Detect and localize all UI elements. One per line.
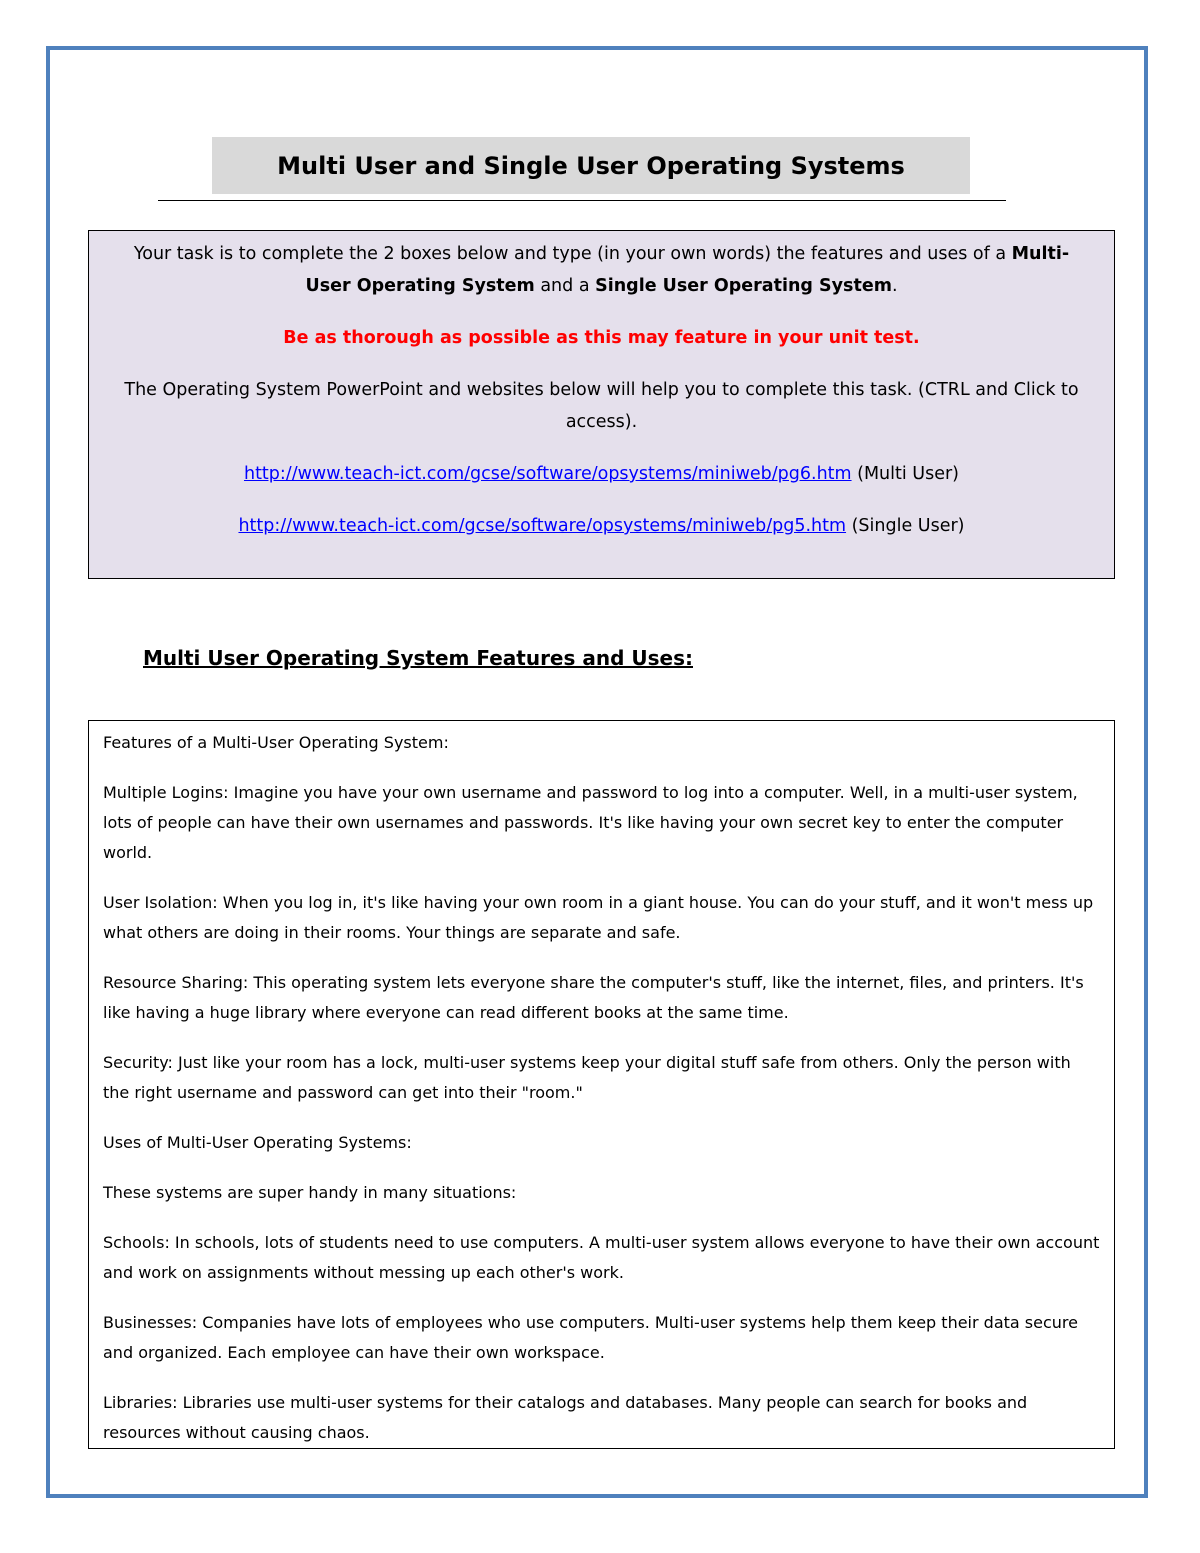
task-instructions-box xyxy=(88,230,1115,579)
answer-paragraph: These systems are super handy in many situations: xyxy=(103,1183,517,1202)
answer-paragraph: Uses of Multi-User Operating Systems: xyxy=(103,1133,412,1152)
answer-paragraph: Resource Sharing: This operating system lets everyone share the computer's stuff, like the internet, files, and printers. It's like having a huge library where everyone can read different books at the same time. xyxy=(103,973,1084,1022)
answer-paragraph: Multiple Logins: Imagine you have your own username and password to log into a computer. Well, in a multi-user system, lots of people can have their own usernames and passwords. It's like having your own secret key to enter the computer world. xyxy=(103,783,1078,862)
multi-user-os-term: Multi-User Operating System xyxy=(305,244,1070,296)
single-user-link-line xyxy=(119,510,1084,542)
task-intro xyxy=(119,238,1084,302)
answer-box[interactable] xyxy=(88,720,1115,1449)
multi-user-link-line xyxy=(119,458,1084,490)
task-period: . xyxy=(891,276,898,296)
multi-user-link[interactable]: http://www.teach-ict.com/gcse/software/opsystems/miniweb/pg6.htm xyxy=(243,464,852,484)
page-title: Multi User and Single User Operating Systems xyxy=(277,151,905,180)
single-user-os-term: Single User Operating System xyxy=(595,276,892,296)
single-user-link[interactable]: http://www.teach-ict.com/gcse/software/opsystems/miniweb/pg5.htm xyxy=(238,516,847,536)
answer-paragraph: Businesses: Companies have lots of employees who use computers. Multi-user systems help them keep their data secure and organized. Each employee can have their own workspace. xyxy=(103,1313,1078,1362)
answer-paragraph: Schools: In schools, lots of students need to use computers. A multi-user system allows everyone to have their own account and work on assignments without messing up each other's work. xyxy=(103,1233,1100,1282)
section-heading: Multi User Operating System Features and Uses: xyxy=(143,646,693,670)
single-user-link-suffix: (Single User) xyxy=(846,516,965,536)
answer-paragraph: User Isolation: When you log in, it's like having your own room in a giant house. You can do your stuff, and it won't mess up what others are doing in their rooms. Your things are separate and safe. xyxy=(103,893,1094,942)
multi-user-link-suffix: (Multi User) xyxy=(851,464,960,484)
title-divider xyxy=(158,200,1006,201)
help-text: The Operating System PowerPoint and websites below will help you to complete this task. (CTRL and Click to access). xyxy=(124,380,1079,432)
answer-paragraph: Libraries: Libraries use multi-user systems for their catalogs and databases. Many people can search for books and resources without causing chaos. xyxy=(103,1393,1028,1442)
warning-text: Be as thorough as possible as this may feature in your unit test. xyxy=(283,328,920,348)
answer-paragraph: Features of a Multi-User Operating System: xyxy=(103,733,449,752)
page-title-box xyxy=(212,137,970,194)
answer-paragraph: Security: Just like your room has a lock, multi-user systems keep your digital stuff safe from others. Only the person with the right username and password can get into their "room." xyxy=(103,1053,1071,1102)
task-and-text: and a xyxy=(534,276,596,296)
task-intro-text: Your task is to complete the 2 boxes below and type (in your own words) the features and uses of a xyxy=(133,244,1012,264)
